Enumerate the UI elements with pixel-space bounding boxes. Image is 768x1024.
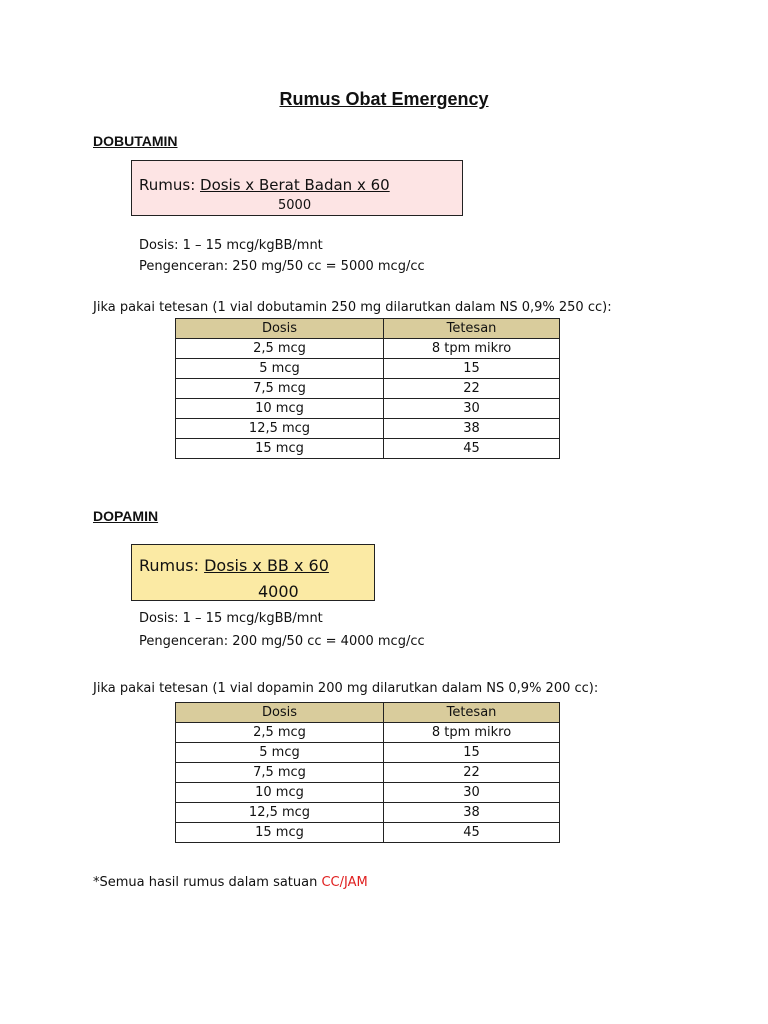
formula-denominator: 5000	[278, 198, 312, 213]
column-header-tetesan: Tetesan	[384, 319, 560, 339]
table-row	[176, 379, 560, 399]
table-row	[176, 783, 560, 803]
cell-dosis: 12,5 mcg	[176, 803, 384, 823]
dobutamin-drip-intro: Jika pakai tetesan (1 vial dobutamin 250 mg dilarutkan dalam NS 0,9% 250 cc):	[93, 300, 612, 315]
cell-dosis: 7,5 mcg	[176, 379, 384, 399]
table-row	[176, 803, 560, 823]
cell-tetesan: 15	[384, 359, 560, 379]
cell-tetesan: 38	[384, 419, 560, 439]
dopamin-formula	[139, 556, 329, 575]
dopamin-heading: DOPAMIN	[93, 508, 159, 524]
cell-dosis: 5 mcg	[176, 359, 384, 379]
formula-denominator: 4000	[258, 582, 299, 601]
dopamin-dose-table	[175, 702, 560, 843]
cell-tetesan: 45	[384, 823, 560, 843]
table-row	[176, 743, 560, 763]
column-header-dosis: Dosis	[176, 703, 384, 723]
cell-dosis: 7,5 mcg	[176, 763, 384, 783]
cell-tetesan: 8 tpm mikro	[384, 339, 560, 359]
dopamin-formula-box	[131, 544, 375, 601]
cell-dosis: 2,5 mcg	[176, 723, 384, 743]
table-header-row	[176, 703, 560, 723]
table-header-row	[176, 319, 560, 339]
footnote	[93, 875, 368, 890]
cell-dosis: 10 mcg	[176, 399, 384, 419]
table-row	[176, 339, 560, 359]
cell-tetesan: 45	[384, 439, 560, 459]
footnote-text: *Semua hasil rumus dalam satuan	[93, 875, 322, 890]
dobutamin-formula-box	[131, 160, 463, 216]
table-row	[176, 399, 560, 419]
dobutamin-heading: DOBUTAMIN	[93, 133, 178, 149]
table-row	[176, 823, 560, 843]
cell-tetesan: 38	[384, 803, 560, 823]
cell-tetesan: 15	[384, 743, 560, 763]
cell-tetesan: 8 tpm mikro	[384, 723, 560, 743]
cell-dosis: 15 mcg	[176, 823, 384, 843]
footnote-unit: CC/JAM	[321, 875, 368, 890]
cell-dosis: 15 mcg	[176, 439, 384, 459]
formula-label: Rumus:	[139, 176, 201, 194]
formula-numerator: Dosis x Berat Badan x 60	[200, 176, 390, 194]
dopamin-dilution-text: Pengenceran: 200 mg/50 cc = 4000 mcg/cc	[139, 634, 425, 649]
cell-dosis: 12,5 mcg	[176, 419, 384, 439]
cell-dosis: 10 mcg	[176, 783, 384, 803]
page-title: Rumus Obat Emergency	[279, 89, 489, 109]
dopamin-dose-text: Dosis: 1 – 15 mcg/kgBB/mnt	[139, 611, 323, 626]
table-row	[176, 723, 560, 743]
table-row	[176, 419, 560, 439]
cell-tetesan: 30	[384, 399, 560, 419]
column-header-dosis: Dosis	[176, 319, 384, 339]
dobutamin-formula	[139, 176, 390, 194]
formula-numerator: Dosis x BB x 60	[204, 556, 329, 575]
formula-label: Rumus:	[139, 556, 205, 575]
cell-dosis: 5 mcg	[176, 743, 384, 763]
table-row	[176, 359, 560, 379]
dopamin-drip-intro: Jika pakai tetesan (1 vial dopamin 200 mg dilarutkan dalam NS 0,9% 200 cc):	[93, 681, 599, 696]
table-row	[176, 763, 560, 783]
cell-tetesan: 22	[384, 379, 560, 399]
dobutamin-dose-table	[175, 318, 560, 459]
cell-dosis: 2,5 mcg	[176, 339, 384, 359]
dobutamin-dilution-text: Pengenceran: 250 mg/50 cc = 5000 mcg/cc	[139, 259, 425, 274]
dobutamin-dose-text: Dosis: 1 – 15 mcg/kgBB/mnt	[139, 238, 323, 253]
table-row	[176, 439, 560, 459]
cell-tetesan: 22	[384, 763, 560, 783]
cell-tetesan: 30	[384, 783, 560, 803]
column-header-tetesan: Tetesan	[384, 703, 560, 723]
